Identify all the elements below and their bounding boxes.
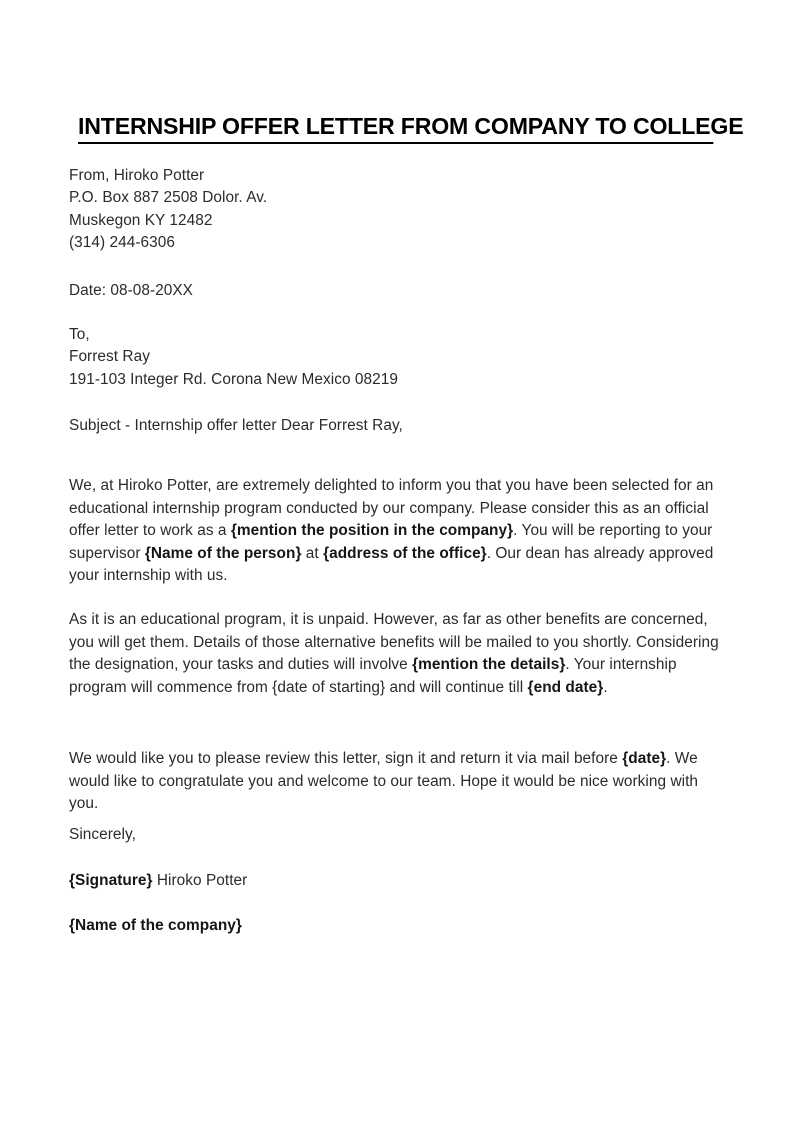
subject-line-block — [69, 415, 731, 437]
paragraph-3-text-2: . We would like to congratulate you and welcome to our team. Hope it would be nice working with you. — [69, 750, 699, 813]
paragraph-1-text-4: . Our dean has already approved your internship with us. — [69, 544, 714, 585]
placeholder-details: {mention the details} — [412, 656, 566, 674]
paragraph-1-text-1: We, at Hiroko Potter, are extremely delighted to inform you that you have been selected for an educational internship program conducted by our company. Please consider this as an official offer letter to work as a — [69, 477, 714, 540]
page-title: INTERNSHIP OFFER LETTER FROM COMPANY TO COLLEGE — [78, 114, 713, 144]
placeholder-office-address: {address of the office} — [323, 544, 487, 562]
paragraph-3-text-1: We would like you to please review this letter, sign it and return it via mail before — [69, 750, 623, 768]
placeholder-signature: {Signature} — [69, 872, 153, 889]
placeholder-supervisor-name: {Name of the person} — [144, 544, 302, 562]
body-paragraph-2 — [69, 609, 730, 699]
subject-line: Subject - Internship offer letter Dear Forrest Ray, — [69, 417, 403, 434]
placeholder-position: {mention the position in the company} — [230, 522, 514, 540]
company-name-block — [69, 915, 731, 937]
paragraph-2-text-1: As it is an educational program, it is unpaid. However, as far as other benefits are concerned, you will get them. Details of those alternative benefits will be mailed to you shortly. Considering the designation, your tasks and duties will involve — [69, 611, 719, 674]
placeholder-company-name: {Name of the company} — [69, 917, 242, 934]
recipient-salutation: To, — [69, 326, 90, 343]
placeholder-return-date: {date} — [622, 750, 667, 768]
paragraph-1-text-2: . You will be reporting to your supervisor — [69, 522, 713, 562]
paragraph-2-text-2: . Your internship program will commence from {date of starting} and will continue till — [69, 656, 677, 696]
recipient-address-block — [69, 324, 731, 391]
sender-name: From, Hiroko Potter — [69, 167, 205, 184]
closing-block — [69, 824, 731, 846]
recipient-address: 191-103 Integer Rd. Corona New Mexico 08219 — [69, 370, 398, 388]
placeholder-end-date: {end date} — [527, 678, 604, 696]
sender-address-block — [69, 165, 731, 254]
letter-date: Date: 08-08-20XX — [69, 282, 194, 299]
signatory-name: Hiroko Potter — [152, 872, 248, 889]
signature-line — [69, 870, 731, 892]
letter-date-block — [69, 280, 731, 302]
closing-salutation: Sincerely, — [69, 826, 136, 843]
paragraph-1-text-3: at — [301, 544, 324, 562]
body-paragraph-1 — [69, 475, 730, 587]
sender-city: Muskegon KY 12482 — [69, 211, 213, 229]
paragraph-2-text-3: . — [603, 678, 608, 696]
recipient-name: Forrest Ray — [69, 348, 150, 366]
body-paragraph-3 — [69, 748, 730, 815]
sender-street: P.O. Box 887 2508 Dolor. Av. — [69, 189, 268, 207]
sender-phone: (314) 244-6306 — [69, 233, 175, 251]
signature-block — [69, 870, 731, 892]
